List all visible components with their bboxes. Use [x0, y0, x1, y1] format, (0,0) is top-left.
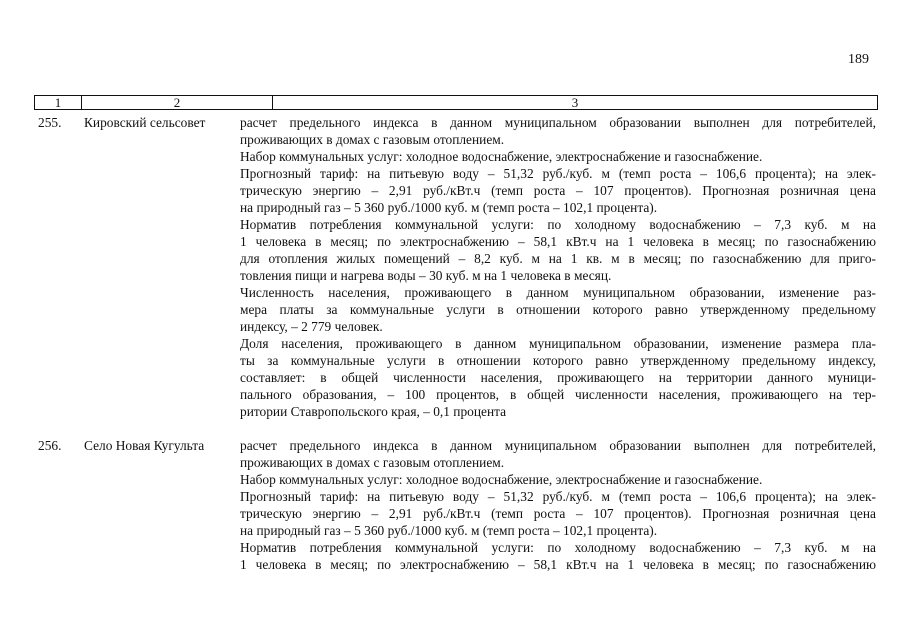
- description-line: проживающих в домах с газовым отоплением.: [240, 132, 505, 147]
- description-line: расчет предельного индекса в данном муниципальном образовании выполнен для потребителей,: [240, 115, 876, 130]
- description-line: Прогнозный тариф: на питьевую воду – 51,32 руб./куб. м (темп роста – 106,6 процента); на элек-: [240, 166, 876, 181]
- description-line: ритории Ставропольского края, – 0,1 процента: [240, 404, 507, 419]
- description-line: трическую энергию – 2,91 руб./кВт.ч (темп роста – 107 процентов). Прогнозная розничная цена: [240, 506, 876, 521]
- description-line: Прогнозный тариф: на питьевую воду – 51,32 руб./куб. м (темп роста – 106,6 процента); на элек-: [240, 489, 876, 504]
- entry-number: 256.: [38, 438, 62, 453]
- table-header-col-3: 3: [571, 95, 579, 110]
- table-header-row: [34, 95, 878, 110]
- description-line: Доля населения, проживающего в данном муниципальном образовании, изменение размера пла-: [240, 336, 876, 351]
- description-line: Норматив потребления коммунальной услуги: по холодному водоснабжению – 7,3 куб. м на: [240, 217, 876, 232]
- entry-number: 255.: [38, 115, 62, 130]
- description-line: пального образования, – 100 процентов, в общей численности населения, проживающего на тер-: [240, 387, 876, 402]
- description-line: на природный газ – 5 360 руб./1000 куб. м (темп роста – 102,1 процента).: [240, 200, 658, 215]
- entry-description: [240, 437, 876, 573]
- description-line: индексу, – 2 779 человек.: [240, 319, 383, 334]
- description-line: расчет предельного индекса в данном муниципальном образовании выполнен для потребителей,: [240, 438, 876, 453]
- description-line: проживающих в домах с газовым отоплением.: [240, 455, 505, 470]
- description-line: 1 человека в месяц; по электроснабжению – 58,1 кВт.ч на 1 человека в месяц; по газоснабжению: [240, 234, 876, 249]
- description-line: 1 человека в месяц; по электроснабжению – 58,1 кВт.ч на 1 человека в месяц; по газоснабжению: [240, 557, 876, 572]
- description-line: Норматив потребления коммунальной услуги: по холодному водоснабжению – 7,3 куб. м на: [240, 540, 876, 555]
- table-header-col-1: 1: [35, 96, 82, 109]
- description-line: составляет: в общей численности населения, проживающего на территории данного муници-: [240, 370, 876, 385]
- entry-description: [240, 114, 876, 420]
- table-header-col-2: 2: [82, 96, 273, 109]
- description-line: трическую энергию – 2,91 руб./кВт.ч (темп роста – 107 процентов). Прогнозная розничная цена: [240, 183, 876, 198]
- municipality-name: Село Новая Кугульта: [84, 438, 205, 453]
- description-line: мера платы за коммунальные услуги в отношении которого равно утвержденному предельному: [240, 302, 876, 317]
- description-line: Набор коммунальных услуг: холодное водоснабжение, электроснабжение и газоснабжение.: [240, 472, 763, 487]
- description-line: для отопления жилых помещений – 8,2 куб. м на 1 кв. м в месяц; по газоснабжению для приго-: [240, 251, 876, 266]
- description-line: на природный газ – 5 360 руб./1000 куб. м (темп роста – 102,1 процента).: [240, 523, 658, 538]
- municipality-name: Кировский сельсовет: [84, 115, 206, 130]
- description-line: Численность населения, проживающего в данном муниципальном образовании, изменение раз-: [240, 285, 876, 300]
- description-line: Набор коммунальных услуг: холодное водоснабжение, электроснабжение и газоснабжение.: [240, 149, 763, 164]
- page-number: 189: [848, 52, 869, 67]
- description-line: ты за коммунальные услуги в отношении которого равно утвержденному предельному индексу,: [240, 353, 876, 368]
- description-line: товления пищи и нагрева воды – 30 куб. м на 1 человека в месяц.: [240, 268, 612, 283]
